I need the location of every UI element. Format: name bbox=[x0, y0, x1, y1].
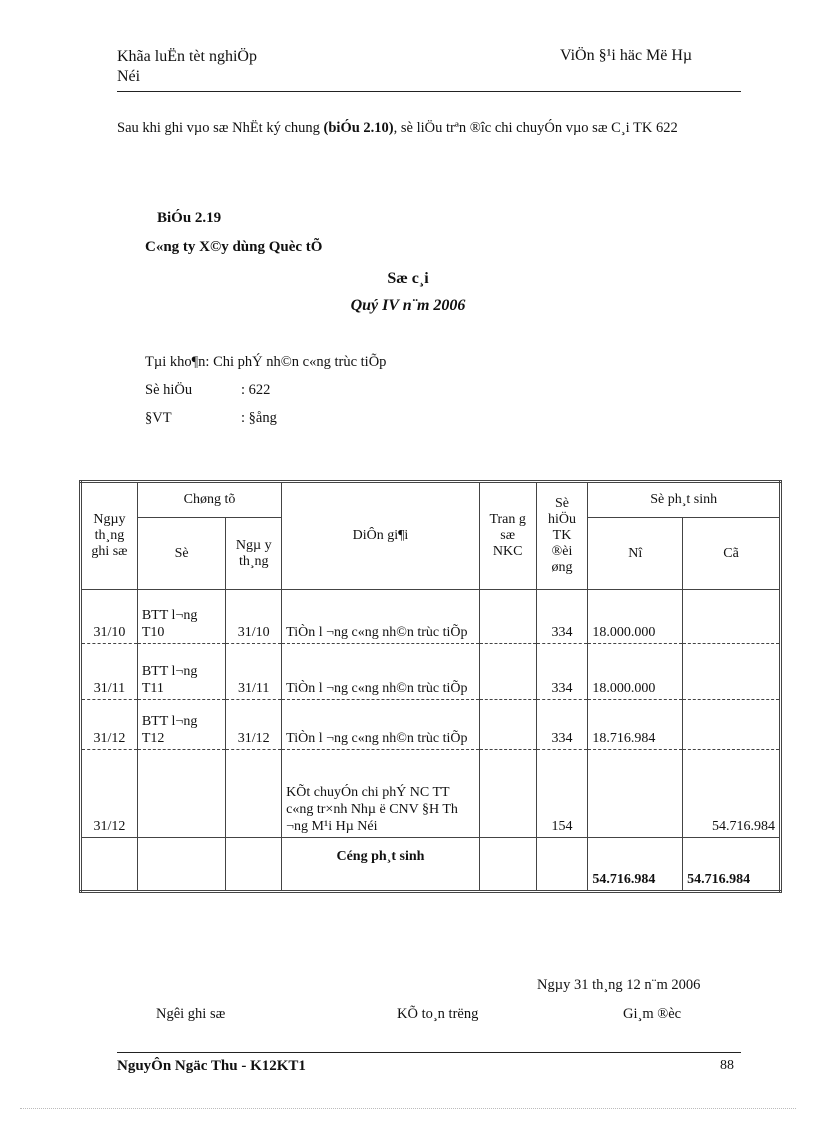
row-voucher-date bbox=[226, 750, 282, 838]
signoff-director: Gi¸m ®èc bbox=[623, 1006, 682, 1022]
table-row bbox=[81, 644, 781, 700]
row-description: TiÒn l ¬ng c«ng nh©n trùc tiÕp bbox=[282, 700, 480, 750]
total-debit: 54.716.984 bbox=[588, 838, 683, 892]
account-label: Tµi kho¶n: Chi phÝ nh©n c«ng trùc tiÕp bbox=[145, 354, 387, 370]
col-amount: Sè ph¸t sinh bbox=[588, 482, 781, 518]
total-credit: 54.716.984 bbox=[683, 838, 781, 892]
account-number bbox=[145, 382, 270, 399]
col-journal-page: Tran g sæ NKC bbox=[479, 482, 536, 590]
row-voucher-date: 31/12 bbox=[226, 700, 282, 750]
intro-part2: , sè liÖu trªn ®îc chi chuyÓn vµo sæ C¸i TK 622 bbox=[393, 120, 678, 136]
row-journal-page bbox=[479, 750, 536, 838]
row-description: KÕt chuyÓn chi phÝ NC TT c«ng tr×nh Nhµ ë CNV §H Th ¬ng M¹i Hµ Néi bbox=[282, 750, 480, 838]
ledger-table bbox=[79, 480, 782, 893]
row-credit bbox=[683, 590, 781, 644]
col-credit: Cã bbox=[683, 518, 781, 590]
header-divider bbox=[117, 91, 741, 92]
row-date: 31/10 bbox=[81, 590, 138, 644]
row-credit bbox=[683, 700, 781, 750]
row-description: TiÒn l ¬ng c«ng nh©n trùc tiÕp bbox=[282, 644, 480, 700]
signoff-bookkeeper: Ngêi ghi sæ bbox=[156, 1006, 226, 1022]
col-voucher: Chøng tõ bbox=[137, 482, 281, 518]
header-right: ViÖn §¹i häc Më Hµ bbox=[560, 47, 693, 64]
header-left-line1: Khãa luËn tèt nghiÖp bbox=[117, 48, 257, 65]
col-date: Ngµy th¸ng ghi sæ bbox=[81, 482, 138, 590]
row-journal-page bbox=[479, 700, 536, 750]
row-voucher-no: BTT l¬ng T10 bbox=[137, 590, 225, 644]
row-voucher-no: BTT l¬ng T12 bbox=[137, 700, 225, 750]
row-date: 31/11 bbox=[81, 644, 138, 700]
row-journal-page bbox=[479, 644, 536, 700]
col-description: DiÔn gi¶i bbox=[282, 482, 480, 590]
intro-paragraph bbox=[117, 113, 741, 144]
col-contra-account: Sè hiÖu TK ®èi øng bbox=[536, 482, 588, 590]
header-left bbox=[117, 47, 257, 87]
row-credit bbox=[683, 644, 781, 700]
row-date: 31/12 bbox=[81, 700, 138, 750]
row-contra: 154 bbox=[536, 750, 588, 838]
intro-bold-ref: (biÓu 2.10) bbox=[323, 120, 394, 136]
table-row bbox=[81, 590, 781, 644]
row-debit bbox=[588, 750, 683, 838]
company-name: C«ng ty X©y dùng Quèc tÕ bbox=[145, 239, 323, 255]
total-label: Céng ph¸t sinh bbox=[282, 838, 480, 892]
account-number-value: : 622 bbox=[241, 382, 271, 398]
header-left-line2: Néi bbox=[117, 68, 141, 85]
total-row bbox=[81, 838, 781, 892]
ledger-period: Quý IV n¨m 2006 bbox=[350, 297, 466, 314]
intro-part1: Sau khi ghi vµo sæ NhËt ký chung bbox=[117, 120, 324, 136]
total-empty-contra bbox=[536, 838, 588, 892]
row-contra: 334 bbox=[536, 590, 588, 644]
total-empty-date bbox=[81, 838, 138, 892]
footer-page-number: 88 bbox=[720, 1058, 734, 1073]
footer-author: NguyÔn Ngäc Thu - K12KT1 bbox=[117, 1058, 306, 1074]
row-debit: 18.000.000 bbox=[588, 644, 683, 700]
total-empty-page bbox=[479, 838, 536, 892]
total-empty-vno bbox=[137, 838, 225, 892]
row-voucher-no: BTT l¬ng T11 bbox=[137, 644, 225, 700]
form-label: BiÓu 2.19 bbox=[157, 210, 222, 226]
row-voucher-date: 31/11 bbox=[226, 644, 282, 700]
signoff-chief-accountant: KÕ to¸n trëng bbox=[397, 1006, 479, 1022]
total-empty-vdate bbox=[226, 838, 282, 892]
page-bottom-dotted-line bbox=[20, 1108, 796, 1109]
signoff-date: Ngµy 31 th¸ng 12 n¨m 2006 bbox=[537, 977, 701, 993]
row-debit: 18.716.984 bbox=[588, 700, 683, 750]
row-credit: 54.716.984 bbox=[683, 750, 781, 838]
unit bbox=[145, 410, 277, 427]
unit-value: : §ång bbox=[241, 410, 277, 426]
row-date: 31/12 bbox=[81, 750, 138, 838]
col-debit: Nî bbox=[588, 518, 683, 590]
row-description: TiÒn l ¬ng c«ng nh©n trùc tiÕp bbox=[282, 590, 480, 644]
col-voucher-no: Sè bbox=[137, 518, 225, 590]
row-voucher-date: 31/10 bbox=[226, 590, 282, 644]
footer-divider bbox=[117, 1052, 741, 1053]
table-row bbox=[81, 700, 781, 750]
account-number-key: Sè hiÖu bbox=[145, 382, 193, 398]
unit-key: §VT bbox=[145, 410, 172, 426]
col-voucher-date: Ngµ y th¸ng bbox=[226, 518, 282, 590]
table-row bbox=[81, 750, 781, 838]
ledger-title: Sæ c¸i bbox=[387, 270, 429, 287]
row-journal-page bbox=[479, 590, 536, 644]
row-debit: 18.000.000 bbox=[588, 590, 683, 644]
row-contra: 334 bbox=[536, 644, 588, 700]
row-voucher-no bbox=[137, 750, 225, 838]
row-contra: 334 bbox=[536, 700, 588, 750]
